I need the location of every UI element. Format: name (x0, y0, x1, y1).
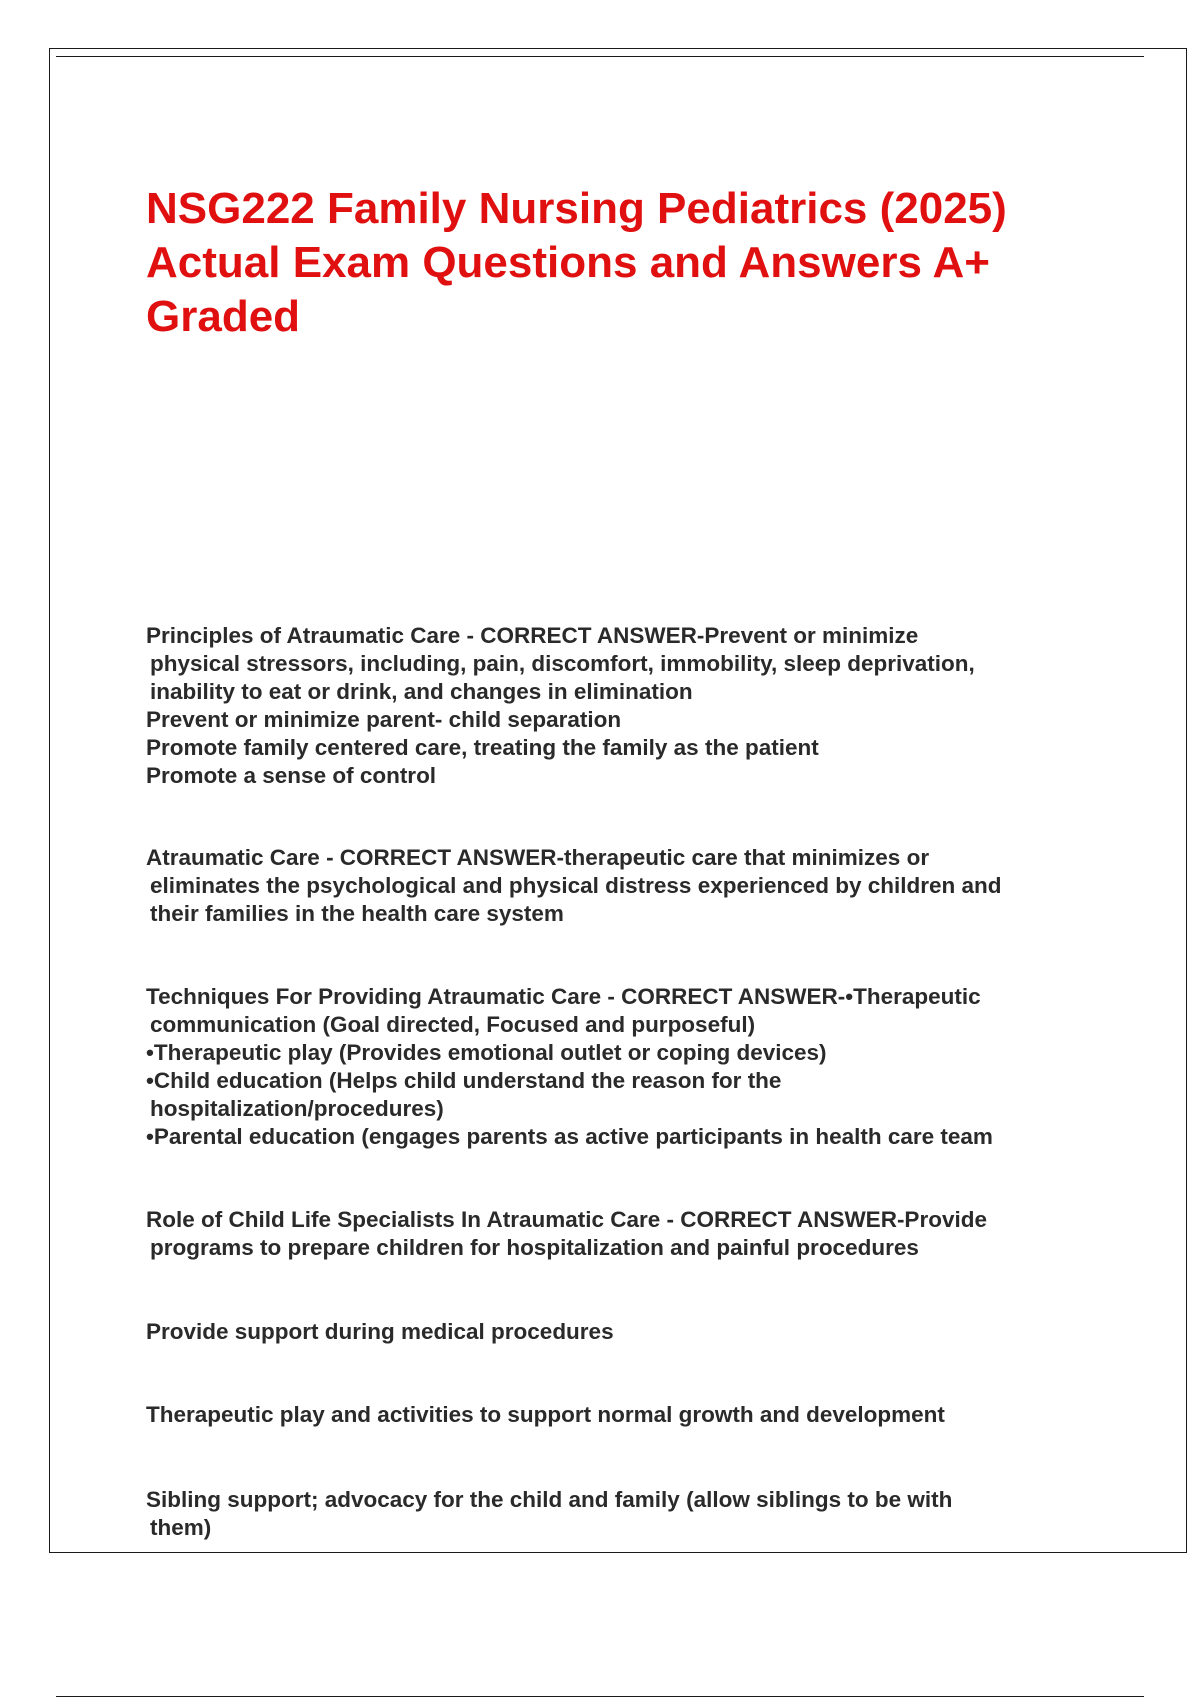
entry-line: Promote family centered care, treating the family as the patient (146, 735, 819, 760)
bottom-rule (56, 1696, 1144, 1697)
qa-entry-principles-of-atraumatic-care (146, 622, 1096, 790)
entry-line: them) (150, 1515, 212, 1540)
entry-line: Principles of Atraumatic Care - CORRECT ANSWER-Prevent or minimize (146, 623, 919, 648)
entry-line: •Parental education (engages parents as active participants in health care team (146, 1124, 993, 1149)
title-line: NSG222 Family Nursing Pediatrics (2025) (146, 184, 1007, 233)
entry-line: Promote a sense of control (146, 763, 437, 788)
entry-line: •Child education (Helps child understand the reason for the (146, 1068, 782, 1093)
entry-line: Therapeutic play and activities to support normal growth and development (146, 1402, 945, 1427)
entry-line: Atraumatic Care - CORRECT ANSWER-therapeutic care that minimizes or (146, 845, 930, 870)
title-line: Actual Exam Questions and Answers A+ (146, 238, 990, 287)
document-title (146, 182, 1086, 344)
entry-line: their families in the health care system (150, 901, 564, 926)
qa-entry-child-life-specialists (146, 1206, 1096, 1262)
entry-line: Sibling support; advocacy for the child and family (allow siblings to be with (146, 1487, 953, 1512)
title-line: Graded (146, 292, 301, 341)
qa-entry-support-procedures (146, 1318, 1096, 1346)
qa-entry-therapeutic-play (146, 1401, 1096, 1429)
entry-line: Provide support during medical procedures (146, 1319, 614, 1344)
entry-line: Role of Child Life Specialists In Atraumatic Care - CORRECT ANSWER-Provide (146, 1207, 987, 1232)
qa-entry-atraumatic-care (146, 844, 1096, 928)
entry-line: eliminates the psychological and physical distress experienced by children and (150, 873, 1002, 898)
entry-line: programs to prepare children for hospitalization and painful procedures (150, 1235, 919, 1260)
entry-line: Techniques For Providing Atraumatic Care - CORRECT ANSWER-•Therapeutic (146, 984, 981, 1009)
entry-line: hospitalization/procedures) (150, 1096, 444, 1121)
entry-line: inability to eat or drink, and changes in elimination (150, 679, 693, 704)
entry-line: physical stressors, including, pain, discomfort, immobility, sleep deprivation, (150, 651, 975, 676)
top-rule (56, 56, 1144, 57)
entry-line: communication (Goal directed, Focused and purposeful) (150, 1012, 756, 1037)
entry-line: Prevent or minimize parent- child separation (146, 707, 622, 732)
entry-line: •Therapeutic play (Provides emotional outlet or coping devices) (146, 1040, 827, 1065)
qa-entry-techniques (146, 983, 1096, 1151)
qa-entry-sibling-support (146, 1486, 1096, 1542)
